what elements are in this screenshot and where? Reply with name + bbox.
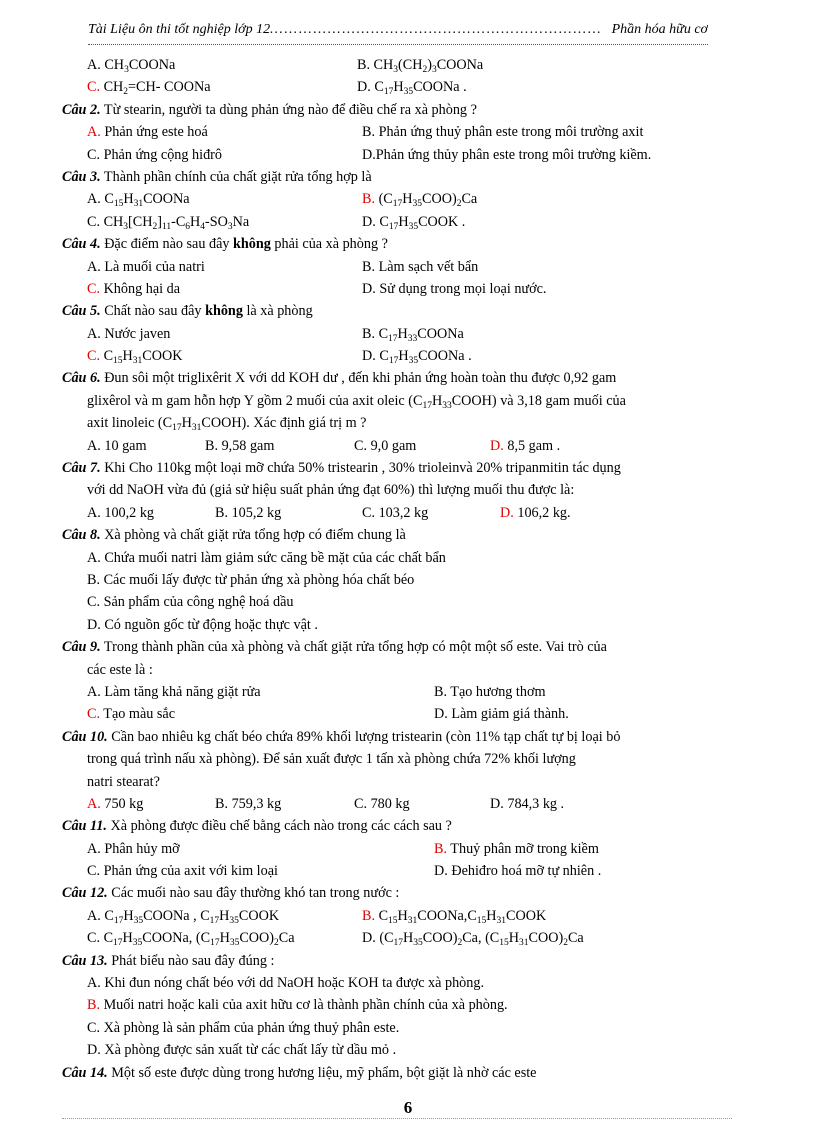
- option-letter: D.: [362, 213, 376, 230]
- option-letter: D.: [362, 348, 376, 365]
- answer-option: A. 10 gam: [87, 437, 147, 454]
- answer-option: C. $CH_2=CH-$ COONa: [87, 79, 211, 98]
- option-row: [62, 211, 732, 233]
- answer-option: A. 750 kg: [87, 795, 144, 812]
- option-letter: A.: [87, 840, 101, 857]
- question-stem: Câu 8. Xà phòng và chất giặt rửa tổng hợp có điểm chung là: [62, 527, 406, 544]
- option-letter: A.: [87, 907, 101, 924]
- question-label: Câu 2.: [62, 101, 101, 118]
- option-letter: B.: [215, 504, 229, 521]
- option-letter: D.: [362, 280, 376, 297]
- answer-option: C. Phản ứng cộng hiđrô: [87, 146, 222, 163]
- answer-option: A. Phân hủy mỡ: [87, 840, 180, 857]
- question-label: Câu 7.: [62, 460, 101, 477]
- answer-option: C. 9,0 gam: [354, 437, 417, 454]
- option-letter: C.: [87, 706, 101, 723]
- option-row: [62, 927, 732, 949]
- answer-option: D. Đehiđro hoá mỡ tự nhiên .: [434, 863, 602, 880]
- answer-option: B. Làm sạch vết bẩn: [362, 258, 479, 275]
- answer-option: B. Thuỷ phân mỡ trong kiềm: [434, 840, 599, 857]
- option-letter: A.: [87, 975, 101, 992]
- document-body: [62, 54, 732, 1084]
- option-letter: C.: [87, 348, 101, 365]
- answer-option: B. Các muối lấy được từ phản ứng xà phòng hóa chất béo: [87, 571, 415, 588]
- answer-option: B. 9,58 gam: [205, 437, 275, 454]
- answer-option: B. $C_{17}H_{33}COONa$: [362, 325, 464, 344]
- option-row: [62, 256, 732, 278]
- answer-option: A. 100,2 kg: [87, 504, 154, 521]
- footer-divider: [62, 1118, 732, 1119]
- answer-option: B. 105,2 kg: [215, 504, 282, 521]
- answer-option: A. Là muối của natri: [87, 258, 205, 275]
- page-header: [88, 22, 708, 38]
- option-letter: B.: [215, 795, 229, 812]
- answer-option: A. Khi đun nóng chất béo với dd NaOH hoặc KOH ta được xà phòng.: [87, 975, 485, 992]
- header-right: Phần hóa hữu cơ: [611, 22, 708, 37]
- question-label: Câu 13.: [62, 952, 108, 969]
- option-letter: A.: [87, 437, 101, 454]
- option-row: [62, 1039, 732, 1061]
- answer-option: B. $(C_{17}H_{35}COO)_2Ca$: [362, 191, 478, 210]
- option-letter: A.: [87, 124, 101, 141]
- option-letter: B.: [362, 124, 376, 141]
- question-stem: Câu 9. Trong thành phần của xà phòng và chất giặt rửa tổng hợp có một một số este. Vai trò của: [62, 639, 607, 656]
- answer-option: C. Phản ứng của axit với kim loại: [87, 863, 278, 880]
- option-letter: B.: [362, 325, 376, 342]
- option-row: [62, 994, 732, 1016]
- answer-option: A. $C_{17}H_{35}COONa$ , $C_{17}H_{35}COOK$: [87, 907, 280, 926]
- option-letter: D.: [362, 146, 376, 163]
- question-label: Câu 8.: [62, 527, 101, 544]
- answer-option: B. Tạo hương thơm: [434, 683, 546, 700]
- answer-option: C. $C_{17}H_{35}COONa$, $(C_{17}H_{35}COO)_2Ca$: [87, 930, 295, 949]
- option-row: [62, 793, 732, 815]
- answer-option: B. Phản ứng thuỷ phân este trong môi trường axit: [362, 124, 644, 141]
- option-row: [62, 905, 732, 927]
- question-stem-continued: trong quá trình nấu xà phòng). Để sản xuất được 1 tấn xà phòng chứa 72% khối lượng: [87, 751, 576, 768]
- option-letter: C.: [354, 795, 368, 812]
- option-row: [62, 323, 732, 345]
- bold-keyword: không: [233, 236, 271, 253]
- option-letter: A.: [87, 325, 101, 342]
- question-label: Câu 5.: [62, 303, 101, 320]
- answer-option: D. Sử dụng trong mọi loại nước.: [362, 280, 547, 297]
- answer-option: C. 103,2 kg: [362, 504, 429, 521]
- answer-option: A. Phản ứng este hoá: [87, 124, 208, 141]
- option-row: [62, 614, 732, 636]
- answer-option: C. Tạo màu sắc: [87, 706, 175, 723]
- option-row: [62, 860, 732, 882]
- option-letter: A.: [87, 683, 101, 700]
- option-row: [62, 76, 732, 98]
- question-label: Câu 4.: [62, 236, 101, 253]
- answer-option: D. 784,3 kg .: [490, 795, 565, 812]
- option-letter: B.: [434, 683, 448, 700]
- answer-option: D. Có nguồn gốc từ động hoặc thực vật .: [87, 616, 318, 633]
- question-label: Câu 12.: [62, 885, 108, 902]
- question-stem: Câu 4. Đặc điểm nào sau đây không phải của xà phòng ?: [62, 236, 388, 253]
- answer-option: D. Xà phòng được sản xuất từ các chất lấy từ dầu mỏ .: [87, 1042, 397, 1059]
- option-letter: D.: [434, 863, 448, 880]
- option-row: [62, 54, 732, 76]
- answer-option: D. Làm giảm giá thành.: [434, 706, 569, 723]
- option-letter: B.: [87, 997, 101, 1014]
- answer-option: C. Xà phòng là sản phẩm của phản ứng thuỷ phân este.: [87, 1019, 400, 1036]
- option-letter: A.: [87, 549, 101, 566]
- question-label: Câu 10.: [62, 728, 108, 745]
- option-row: [62, 188, 732, 210]
- option-row: [62, 972, 732, 994]
- answer-option: A. Nước javen: [87, 325, 171, 342]
- option-letter: D.: [87, 616, 101, 633]
- option-letter: C.: [87, 146, 101, 163]
- option-letter: D.: [87, 1042, 101, 1059]
- option-row: [62, 547, 732, 569]
- bold-keyword: không: [205, 303, 243, 320]
- option-letter: C.: [87, 213, 101, 230]
- answer-option: B. 759,3 kg: [215, 795, 282, 812]
- option-row: [62, 838, 732, 860]
- answer-option: D. 8,5 gam .: [490, 437, 561, 454]
- answer-option: C. $CH_3[CH_2]_{11}-C_6H_4-SO_3Na$: [87, 213, 250, 232]
- option-letter: C.: [362, 504, 376, 521]
- question-stem: Câu 3. Thành phần chính của chất giặt rửa tổng hợp là: [62, 168, 372, 185]
- answer-option: A. Chứa muối natri làm giảm sức căng bề mặt của các chất bẩn: [87, 549, 446, 566]
- question-label: Câu 3.: [62, 168, 101, 185]
- question-stem: Câu 12. Các muối nào sau đây thường khó tan trong nước :: [62, 885, 400, 902]
- header-left: Tài Liệu ôn thi tốt nghiệp lớp 12: [88, 22, 271, 37]
- question-stem-continued: các este là :: [87, 661, 153, 678]
- question-label: Câu 9.: [62, 639, 101, 656]
- question-label: Câu 11.: [62, 818, 107, 835]
- answer-option: B. $C_{15}H_{31}COONa,C_{15}H_{31}COOK$: [362, 907, 547, 926]
- answer-option: D. $C_{17}H_{35}COOK$ .: [362, 213, 466, 232]
- question-stem: Câu 6. Đun sôi một triglixêrit X với dd KOH dư , đến khi phản ứng hoàn toàn thu được 0,92 gam: [62, 370, 617, 387]
- option-row: [62, 435, 732, 457]
- answer-option: D.Phản ứng thủy phân este trong môi trường kiềm.: [362, 146, 652, 163]
- answer-option: D. 106,2 kg.: [500, 504, 571, 521]
- option-row: [62, 591, 732, 613]
- option-letter: A.: [87, 258, 101, 275]
- answer-option: A. Làm tăng khả năng giặt rửa: [87, 683, 261, 700]
- option-letter: C.: [87, 863, 101, 880]
- answer-option: C. Không hại da: [87, 280, 181, 297]
- option-row: [62, 144, 732, 166]
- option-letter: C.: [87, 594, 101, 611]
- answer-option: C. Sản phẩm của công nghệ hoá dầu: [87, 594, 294, 611]
- option-row: [62, 681, 732, 703]
- option-letter: B.: [362, 191, 376, 208]
- option-letter: D.: [434, 706, 448, 723]
- question-stem: Câu 11. Xà phòng được điều chế bằng cách nào trong các cách sau ?: [62, 818, 452, 835]
- option-row: [62, 278, 732, 300]
- option-letter: B.: [362, 258, 376, 275]
- option-letter: A.: [87, 795, 101, 812]
- question-stem: Câu 14. Một số este được dùng trong hương liệu, mỹ phẩm, bột giặt là nhờ các este: [62, 1064, 537, 1081]
- option-letter: D.: [490, 795, 504, 812]
- answer-option: B. $CH_3(CH_2)_3COONa$: [357, 57, 484, 75]
- option-letter: D.: [362, 930, 376, 947]
- option-letter: C.: [87, 280, 101, 297]
- header-divider: [88, 44, 708, 45]
- question-stem: Câu 2. Từ stearin, người ta dùng phản ứng nào để điều chế ra xà phòng ?: [62, 101, 477, 118]
- option-row: [62, 502, 732, 524]
- question-stem-continued: natri stearat?: [87, 773, 160, 790]
- option-letter: B.: [87, 571, 101, 588]
- option-letter: B.: [434, 840, 448, 857]
- question-stem-continued: glixêrol và m gam hỗn hợp Y gồm 2 muối của axit oleic $(C_{17}H_{33}COOH)$ và 3,18 gam muối của: [87, 392, 626, 411]
- option-letter: C.: [87, 1019, 101, 1036]
- option-row: [62, 345, 732, 367]
- answer-option: A. $CH_3COONa$: [87, 57, 176, 75]
- option-letter: D.: [500, 504, 514, 521]
- option-letter: C.: [354, 437, 368, 454]
- answer-option: A. $C_{15}H_{31}COONa$: [87, 191, 190, 210]
- question-label: Câu 14.: [62, 1064, 108, 1081]
- option-letter: C.: [87, 79, 101, 96]
- page-number: 6: [403, 1098, 413, 1117]
- question-stem: Câu 5. Chất nào sau đây không là xà phòng: [62, 303, 313, 320]
- question-label: Câu 6.: [62, 370, 101, 387]
- answer-option: D. $C_{17}H_{35}COONa$ .: [357, 79, 467, 98]
- option-row: [62, 569, 732, 591]
- option-row: [62, 1017, 732, 1039]
- question-stem-continued: với dd NaOH vừa đủ (giả sử hiệu suất phản ứng đạt 60%) thì lượng muối thu được là:: [87, 482, 575, 499]
- option-letter: B.: [362, 907, 376, 924]
- option-row: [62, 703, 732, 725]
- answer-option: D. $(C_{17}H_{35}COO)_2Ca$, $(C_{15}H_{31}COO)_2Ca$: [362, 930, 584, 949]
- header-dots: ……………………………………………………………: [270, 22, 603, 37]
- option-row: [62, 121, 732, 143]
- option-letter: A.: [87, 191, 101, 208]
- answer-option: C. $C_{15}H_{31}COOK$: [87, 348, 183, 367]
- answer-option: D. $C_{17}H_{35}COONa$ .: [362, 348, 472, 367]
- question-stem: Câu 10. Cần bao nhiêu kg chất béo chứa 89% khối lượng tristearin (còn 11% tạp chất tự bị loại bỏ: [62, 728, 621, 745]
- question-stem-continued: axit linoleic $(C_{17}H_{31}COOH)$. Xác định giá trị m ?: [87, 415, 367, 434]
- question-stem: Câu 7. Khi Cho 110kg một loại mỡ chứa 50% tristearin , 30% trioleinvà 20% tripanmitin tác dụng: [62, 460, 621, 477]
- option-letter: A.: [87, 504, 101, 521]
- option-letter: D.: [490, 437, 504, 454]
- question-stem: Câu 13. Phát biểu nào sau đây đúng :: [62, 952, 275, 969]
- option-letter: C.: [87, 930, 101, 947]
- answer-option: C. 780 kg: [354, 795, 410, 812]
- answer-option: B. Muối natri hoặc kali của axit hữu cơ là thành phần chính của xà phòng.: [87, 997, 508, 1014]
- option-letter: B.: [205, 437, 219, 454]
